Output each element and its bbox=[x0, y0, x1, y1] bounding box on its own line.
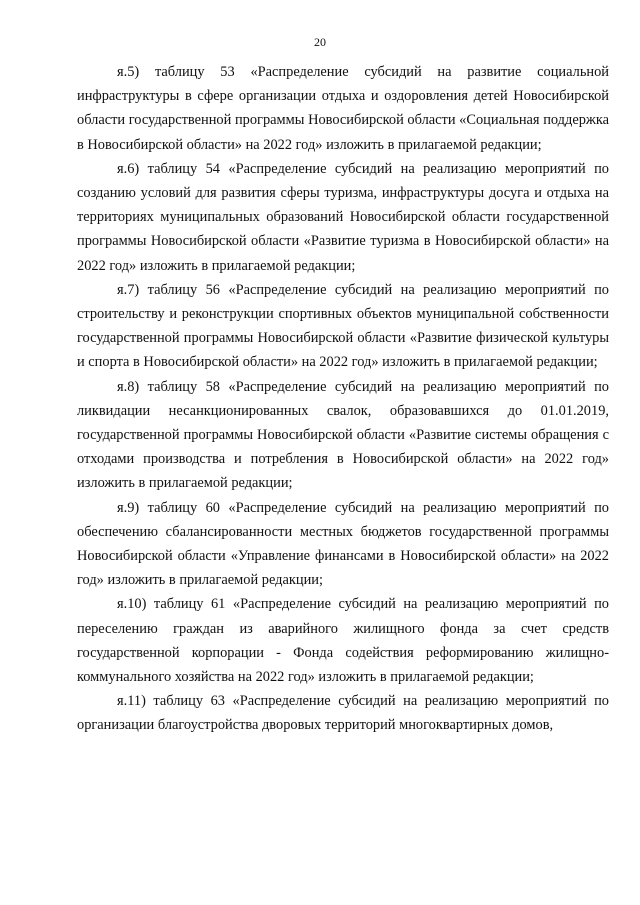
document-body bbox=[77, 60, 609, 738]
paragraph-item-ya11: я.11) таблицу 63 «Распределение субсидий на реализацию мероприятий по организации благоустройства дворовых территорий многоквартирных домов, bbox=[77, 693, 609, 734]
paragraph-item-ya10: я.10) таблицу 61 «Распределение субсидий на реализацию мероприятий по переселению граждан из аварийного жилищного фонда за счет средств государственной корпорации - Фонда содействия реформированию жилищно-коммунального хозяйства на 2022 год» изложить в прилагаемой редакции; bbox=[77, 596, 609, 686]
page-number: 20 bbox=[314, 35, 326, 49]
paragraph-item-ya9: я.9) таблицу 60 «Распределение субсидий на реализацию мероприятий по обеспечению сбалансированности местных бюджетов государственной программы Новосибирской области «Управление финансами в Новосибирской области» на 2022 год» изложить в прилагаемой редакции; bbox=[77, 499, 609, 589]
paragraph-item-ya6: я.6) таблицу 54 «Распределение субсидий на реализацию мероприятий по созданию условий для развития сферы туризма, инфраструктуры досуга и отдыха на территориях муниципальных образований Новосибирской области государственной программы Новосибирской области «Развитие туризма в Новосибирской области» на 2022 год» изложить в прилагаемой редакции; bbox=[77, 160, 609, 274]
paragraph-item-ya8: я.8) таблицу 58 «Распределение субсидий на реализацию мероприятий по ликвидации несанкционированных свалок, образовавшихся до 01.01.2019, государственной программы Новосибирской области «Развитие системы обращения с отходами производства и потребления в Новосибирской области» на 2022 год» изложить в прилагаемой редакции; bbox=[77, 378, 609, 492]
paragraph-item-ya7: я.7) таблицу 56 «Распределение субсидий на реализацию мероприятий по строительству и реконструкции спортивных объектов муниципальной собственности государственной программы Новосибирской области «Развитие физической культуры и спорта в Новосибирской области» на 2022 год» изложить в прилагаемой редакции; bbox=[77, 281, 609, 371]
paragraph-item-ya5: я.5) таблицу 53 «Распределение субсидий на развитие социальной инфраструктуры в сфере организации отдыха и оздоровления детей Новосибирской области государственной программы Новосибирской области «Социальная поддержка в Новосибирской области» на 2022 год» изложить в прилагаемой редакции; bbox=[77, 64, 609, 153]
